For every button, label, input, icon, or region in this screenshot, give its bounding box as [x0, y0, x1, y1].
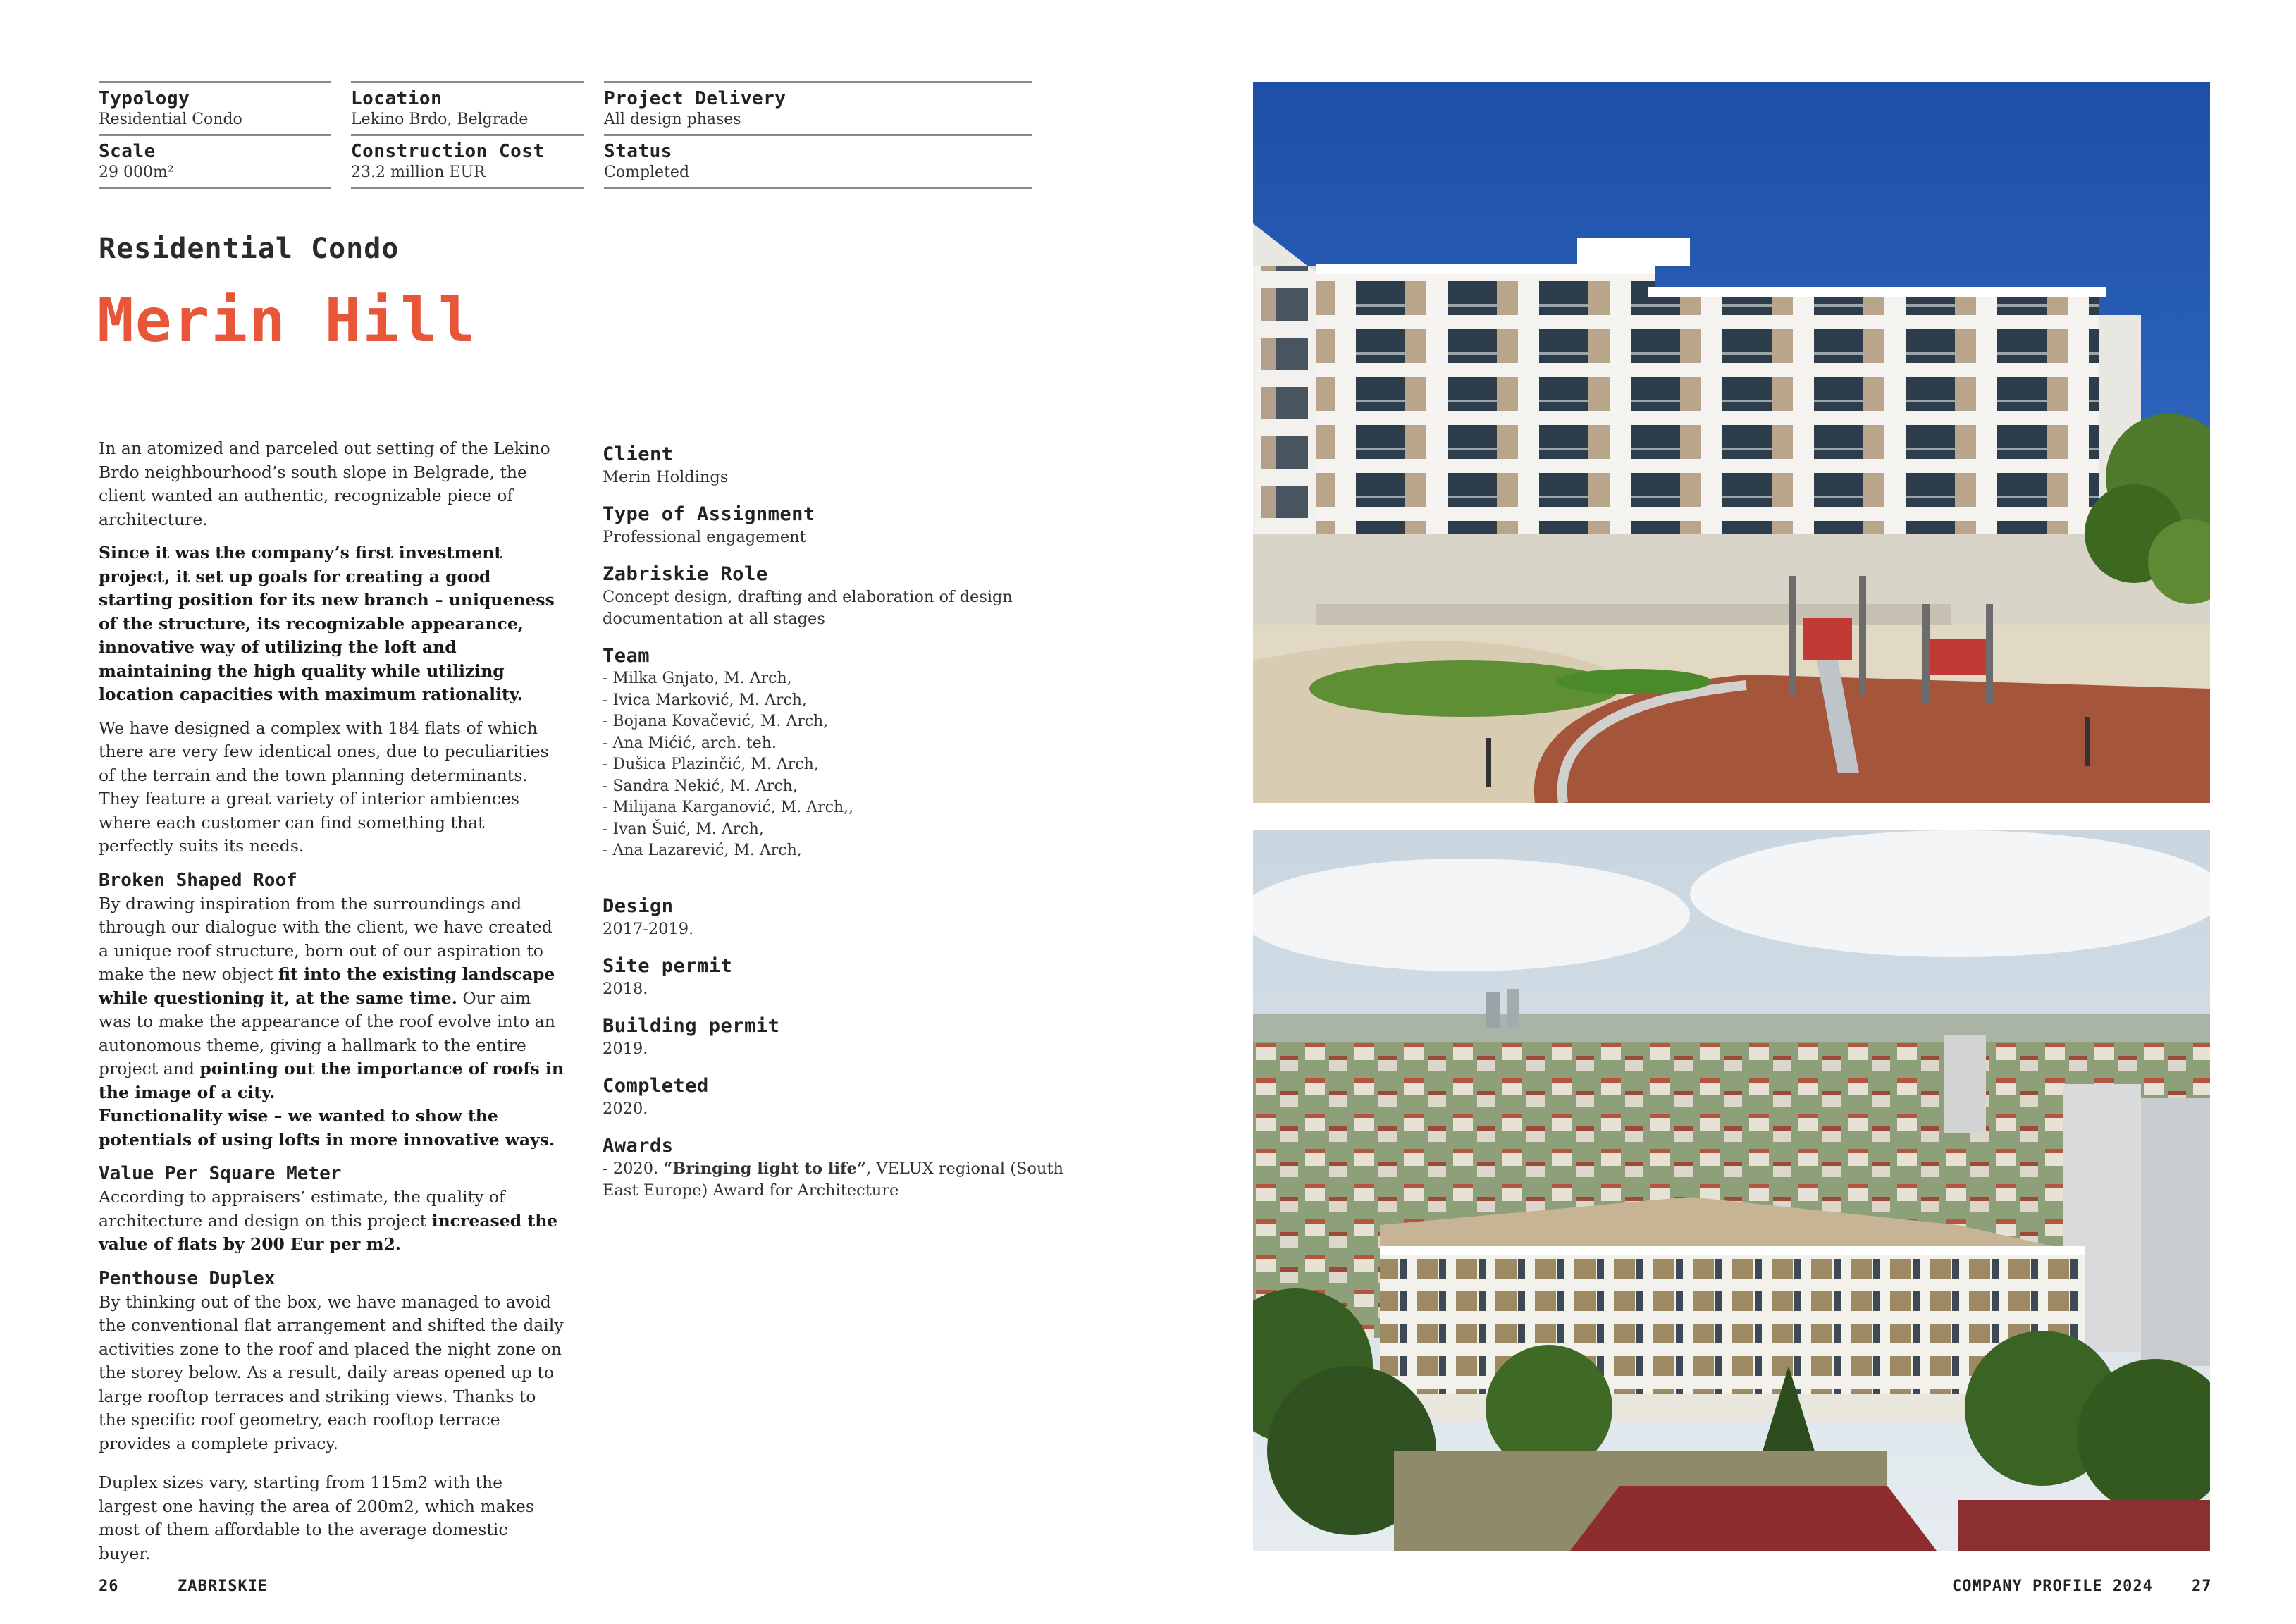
roof-paragraph	[99, 892, 564, 1152]
team-list	[603, 668, 1068, 862]
company-profile-label: COMPANY PROFILE 2024	[1952, 1577, 2153, 1595]
team-label: Team	[603, 645, 650, 667]
meta-label: Location	[351, 88, 443, 109]
value-paragraph	[99, 1186, 564, 1257]
role-label: Zabriskie Role	[603, 563, 768, 585]
intro-paragraph: In an atomized and parceled out setting of the Lekino Brdo neighbourhood’s south slope in Belgrade, the client wanted an authentic, recognizable piece of architecture.	[99, 438, 550, 529]
courtyard-photo	[1253, 82, 2210, 803]
team-member: - Ana Lazarević, M. Arch,	[603, 842, 802, 859]
team-member: - Sandra Nekić, M. Arch,	[603, 777, 798, 795]
page-number-left: 26	[99, 1577, 119, 1595]
meta-location	[351, 81, 584, 134]
team-member: - Ivan Šuić, M. Arch,	[603, 820, 764, 838]
roof-text-e: Functionality wise – we wanted to show the potentials of using lofts in more innovative ways.	[99, 1106, 555, 1150]
team-member: - Milka Gnjato, M. Arch,	[603, 670, 792, 687]
courtyard-photo-graphic	[1253, 82, 2210, 803]
roof-text-d: pointing out the importance of roofs in the image of a city.	[99, 1059, 564, 1102]
goals-text: Since it was the company’s first investment project, it set up goals for creating a good starting position for its new branch – uniqueness of the structure, its recognizable appearance, innovative way of utilizing the loft and maintaining the high quality while utilizing location capacities with maximum rationality.	[99, 543, 555, 704]
building-permit-value: 2019.	[603, 1039, 648, 1058]
awards-value	[603, 1158, 1068, 1202]
meta-value: Residential Condo	[99, 111, 242, 128]
team-member: - Milijana Karganović, M. Arch,,	[603, 799, 854, 816]
completed-value: 2020.	[603, 1099, 648, 1118]
assignment-value: Professional engagement	[603, 528, 806, 546]
project-category: Residential Condo	[99, 233, 400, 265]
team-member: - Ivica Marković, M. Arch,	[603, 691, 807, 709]
awards-label: Awards	[603, 1134, 674, 1157]
complex-paragraph: We have designed a complex with 184 flats of which there are very few identical ones, due to peculiarities of the terrain and the town planning determinants. They feature a great variety of interior ambiences where each customer can find something that perfectly suits its needs.	[99, 718, 549, 856]
site-permit-label: Site permit	[603, 954, 733, 977]
meta-label: Construction Cost	[351, 141, 545, 162]
roof-text-a: By drawing inspiration from the surroundings and through our dialogue with the client, we have created a unique roof structure, born out of our aspiration to make the new object	[99, 893, 553, 984]
client-value: Merin Holdings	[603, 468, 729, 486]
team-member: - Dušica Plazinčić, M. Arch,	[603, 756, 819, 773]
project-title: Merin Hill	[97, 285, 476, 356]
page-number-right: 27	[2192, 1577, 2212, 1595]
meta-value: Lekino Brdo, Belgrade	[351, 111, 529, 128]
meta-value: Completed	[604, 164, 690, 181]
goals-paragraph	[99, 541, 564, 707]
awards-year: - 2020.	[603, 1159, 664, 1178]
meta-construction-cost	[351, 134, 584, 189]
duplex-heading: Penthouse Duplex	[99, 1267, 276, 1289]
design-value: 2017-2019.	[603, 919, 694, 938]
assignment-label: Type of Assignment	[603, 503, 815, 525]
duplex-paragraph-1: By thinking out of the box, we have managed to avoid the conventional flat arrangement and shifted the daily activities zone to the roof and placed the night zone on the storey below. As a result, daily areas opened up to large rooftop terraces and striking views. Thanks to the specific roof geometry, each rooftop terrace provides a complete privacy.	[99, 1291, 564, 1453]
meta-column-3	[604, 81, 1032, 189]
meta-project-delivery	[604, 81, 1032, 134]
meta-label: Scale	[99, 141, 156, 162]
brand-name: ZABRISKIE	[178, 1577, 269, 1595]
roof-text-b: fit into the existing landscape while questioning it, at the same time.	[99, 964, 555, 1008]
meta-value: All design phases	[604, 111, 741, 128]
meta-label: Project Delivery	[604, 88, 786, 109]
meta-column-1	[99, 81, 331, 189]
value-heading: Value Per Square Meter	[99, 1163, 342, 1184]
meta-value: 23.2 million EUR	[351, 164, 486, 181]
team-member: - Bojana Kovačević, M. Arch,	[603, 713, 829, 730]
meta-scale	[99, 134, 331, 189]
value-text-a: According to appraisers’ estimate, the quality of architecture and design on this project	[99, 1187, 505, 1231]
duplex-paragraph-2: Duplex sizes vary, starting from 115m2 with the largest one having the area of 200m2, which makes most of them affordable to the average domestic buyer.	[99, 1472, 534, 1563]
team-member: - Ana Mićić, arch. teh.	[603, 734, 777, 752]
project-facts-column	[603, 443, 1068, 1202]
completed-label: Completed	[603, 1074, 709, 1097]
meta-status	[604, 134, 1032, 189]
value-text-b: increased the value of flats by 200 Eur per m2.	[99, 1210, 558, 1254]
site-permit-value: 2018.	[603, 979, 648, 998]
body-text-column	[99, 437, 564, 1575]
meta-label: Typology	[99, 88, 190, 109]
awards-name: “Bringing light to life”	[663, 1159, 866, 1178]
awards-detail: , VELUX regional (South East Europe) Award for Architecture	[603, 1159, 1063, 1200]
meta-typology	[99, 81, 331, 134]
aerial-photo	[1253, 830, 2210, 1551]
roof-text-c: Our aim was to make the appearance of the roof evolve into an autonomous theme, giving a hallmark to the entire project and	[99, 988, 555, 1078]
building-permit-label: Building permit	[603, 1014, 780, 1037]
client-label: Client	[603, 443, 674, 465]
meta-value: 29 000m²	[99, 164, 174, 181]
meta-label: Status	[604, 141, 672, 162]
design-label: Design	[603, 894, 674, 917]
role-value: Concept design, drafting and elaboration of design documentation at all stages	[603, 588, 1013, 628]
roof-heading: Broken Shaped Roof	[99, 869, 297, 891]
meta-column-2	[351, 81, 584, 189]
aerial-photo-graphic	[1253, 830, 2210, 1551]
